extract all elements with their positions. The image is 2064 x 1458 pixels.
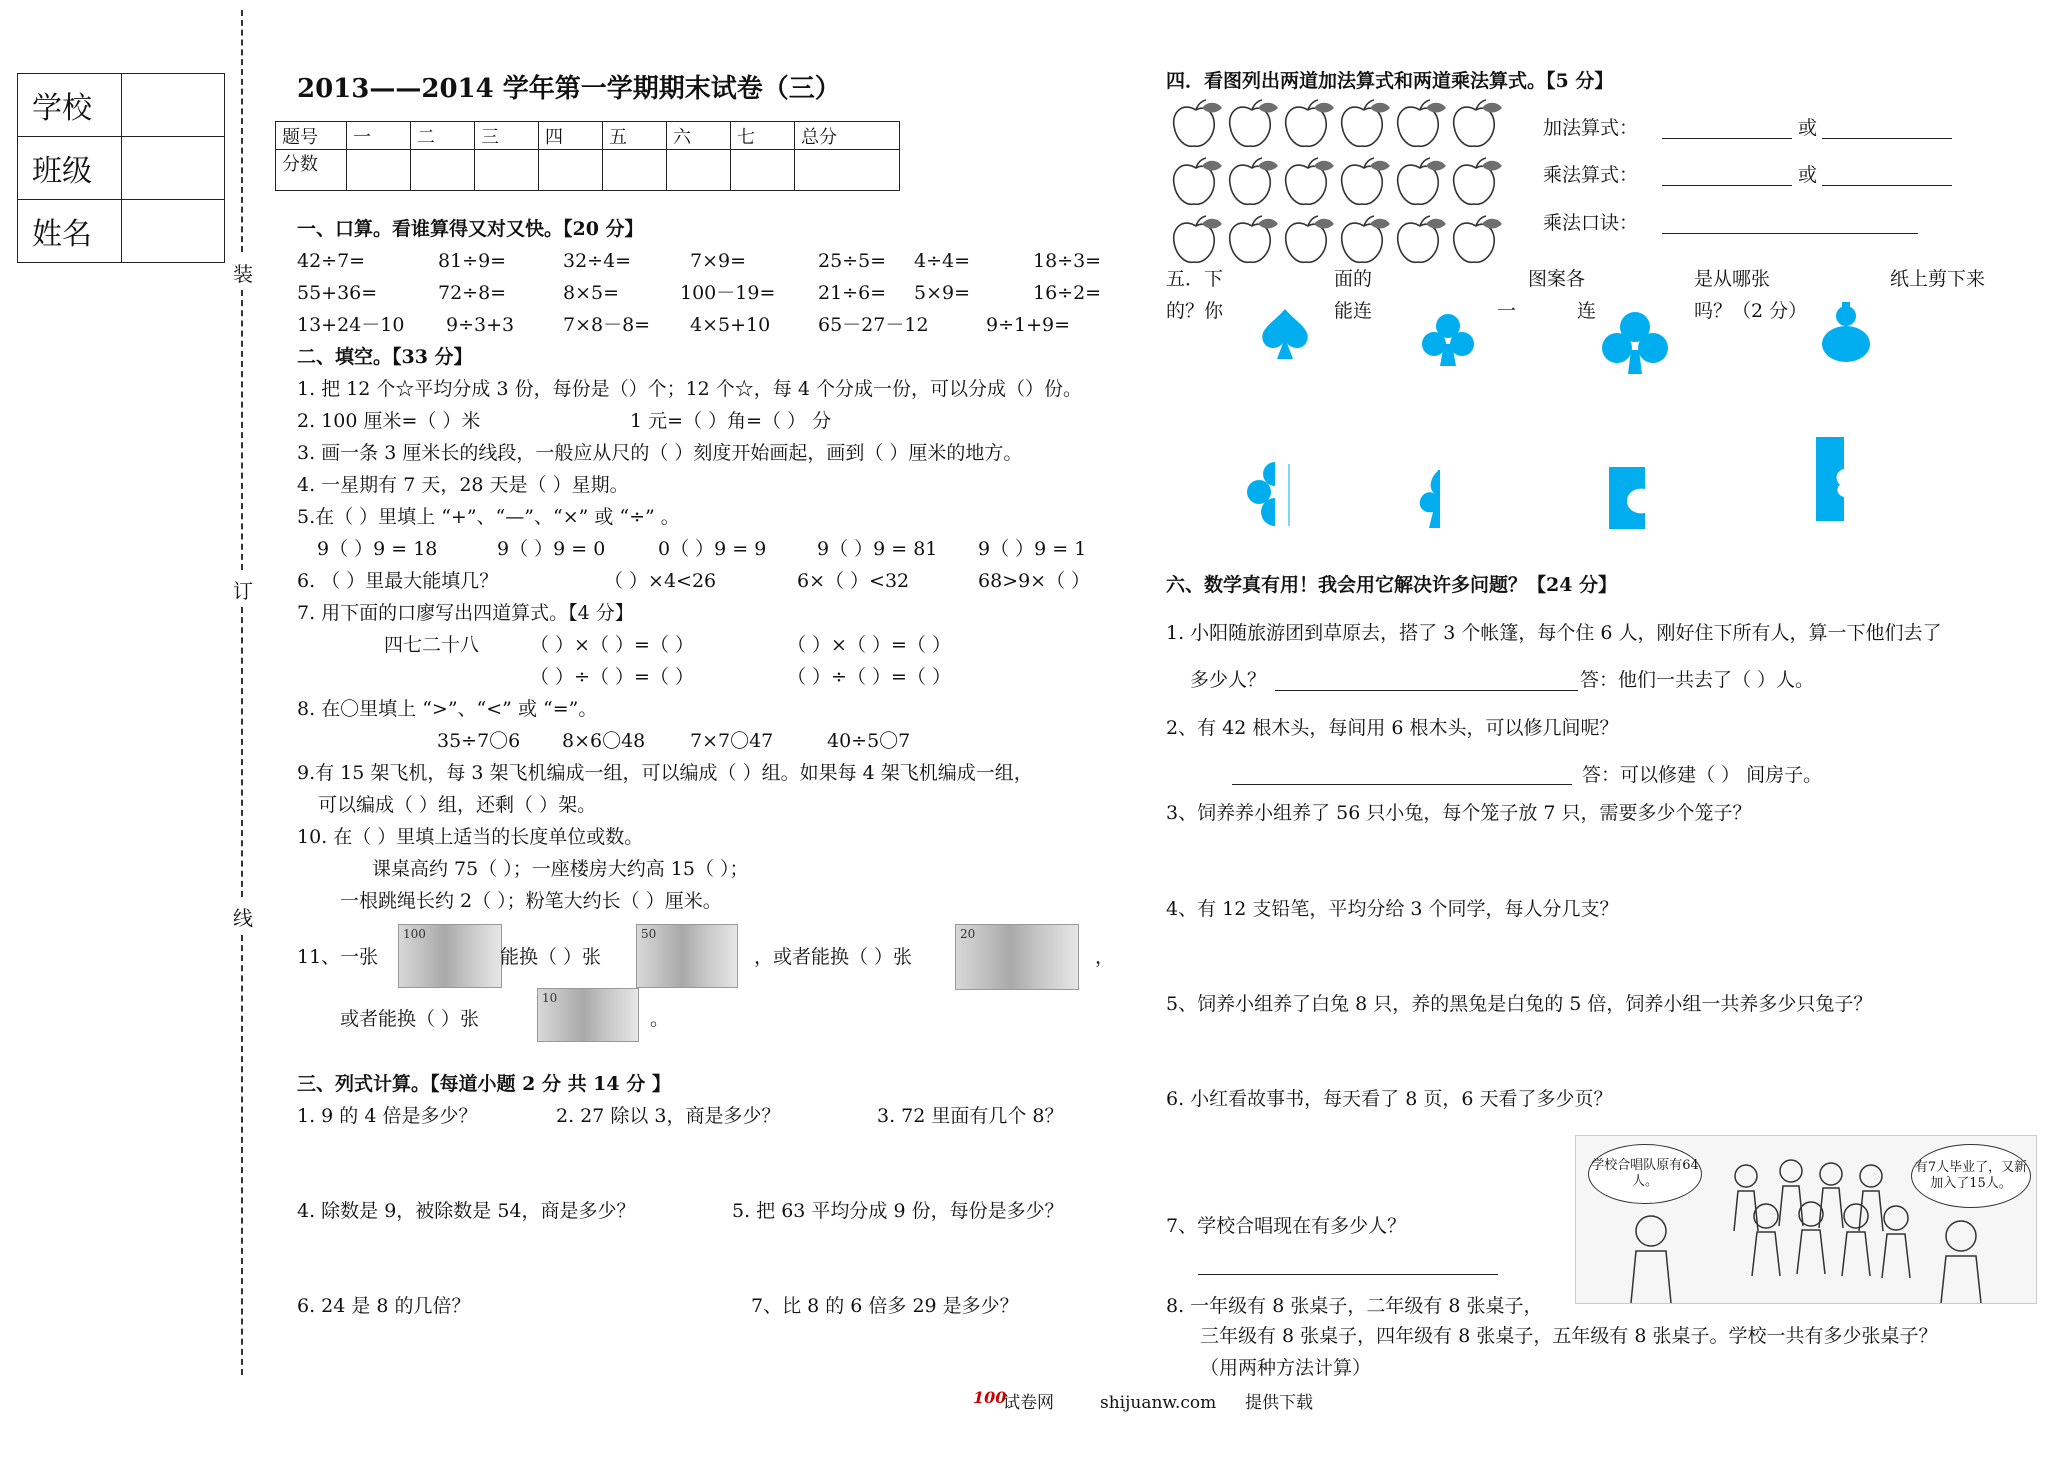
apple-icon xyxy=(1280,156,1336,217)
banknote-20-image xyxy=(955,924,1079,990)
apple-icon xyxy=(1168,98,1224,159)
word-q5: 5、饲养小组养了白兔 8 只，养的黑兔是白兔的 5 倍，饲养小组一共养多少只兔子？ xyxy=(1166,993,1873,1015)
fill-q10: 10. 在（ ）里填上适当的长度单位或数。 xyxy=(297,826,644,848)
speech-bubble-left: 学校合唱队原有64人。 xyxy=(1588,1144,1702,1204)
clover-pattern-icon xyxy=(1600,310,1670,375)
binding-line xyxy=(241,290,243,570)
apple-icon xyxy=(1336,98,1392,159)
fill-q11-a: 11、一张 xyxy=(297,946,379,968)
math-item: 81÷9= xyxy=(438,250,507,272)
s5-text: 图案各 xyxy=(1528,268,1586,290)
score-cell[interactable] xyxy=(667,150,731,191)
choir-children-drawing xyxy=(1576,1136,2036,1303)
apple-icon xyxy=(1280,214,1336,275)
math-item: 4×5+10 xyxy=(690,314,771,336)
score-header: 题号 xyxy=(276,122,347,150)
multiplication-blank-1[interactable] xyxy=(1662,185,1792,186)
footer-brand: 试卷网 xyxy=(1003,1393,1054,1413)
apple-icon xyxy=(1168,156,1224,217)
s5-text: 是从哪张 xyxy=(1694,268,1771,290)
compare-item: 40÷5〇7 xyxy=(827,730,911,752)
math-item: 25÷5= xyxy=(818,250,887,272)
word-q8c: （用两种方法计算） xyxy=(1200,1357,1372,1379)
fill-q10b: 一根跳绳长约 2（ ）；粉笔大约长（ ）厘米。 xyxy=(340,890,722,912)
fill-q8: 8. 在〇里填上 “>”、“<” 或 “=”。 xyxy=(297,698,598,720)
word-q7: 7、学校合唱现在有多少人？ xyxy=(1166,1215,1407,1237)
apple-icon xyxy=(1392,214,1448,275)
math-item: 13+24－10 xyxy=(297,314,405,336)
fill-q6: 6. （ ）里最大能填几？ xyxy=(297,570,499,592)
math-item: 100－19= xyxy=(680,282,776,304)
calc-q7: 7、比 8 的 6 倍多 29 是多少？ xyxy=(751,1295,1019,1317)
class-field[interactable] xyxy=(122,137,225,200)
apple-icon xyxy=(1224,214,1280,275)
section6-title: 六、数学真有用！我会用它解决许多问题？【24 分】 xyxy=(1166,574,1618,596)
apple-icon xyxy=(1168,214,1224,275)
math-item: 65－27－12 xyxy=(818,314,929,336)
s5-text: 纸上剪下来 xyxy=(1890,268,1986,290)
s5-text: 能连 xyxy=(1334,300,1373,322)
score-header: 三 xyxy=(475,122,539,150)
fill-q10a: 课桌高约 75（ ）；一座楼房大约高 15（ ）； xyxy=(372,858,749,880)
fill-q6-item: 68>9×（ ） xyxy=(978,570,1091,592)
fill-q4: 4. 一星期有 7 天，28 天是（ ）星期。 xyxy=(297,474,629,496)
fill-q11-c: ，或者能换（ ）张 xyxy=(754,946,913,968)
calc-q5: 5. 把 63 平均分成 9 份，每份是多少？ xyxy=(732,1200,1064,1222)
word-q8a: 8. 一年级有 8 张桌子，二年级有 8 张桌子， xyxy=(1166,1295,1543,1317)
compare-item: 7×7〇47 xyxy=(690,730,774,752)
banknote-10-image xyxy=(537,988,639,1042)
fill-q5-item: 9（ ）9 = 18 xyxy=(317,538,438,560)
math-item: 9÷1+9= xyxy=(986,314,1071,336)
score-header: 七 xyxy=(731,122,795,150)
calc-q3: 3. 72 里面有几个 8？ xyxy=(877,1105,1064,1127)
math-item: 16÷2= xyxy=(1033,282,1102,304)
rhyme-label: 乘法口诀： xyxy=(1543,212,1639,234)
addition-label: 加法算式： xyxy=(1543,117,1639,139)
word-q2: 2、有 42 根木头，每间用 6 根木头，可以修几间呢？ xyxy=(1166,717,1619,739)
apple-icon xyxy=(1448,214,1504,275)
fill-q7-blank: （ ）×（ ）=（ ） xyxy=(787,634,951,656)
section1-title: 一、口算。看谁算得又对又快。【20 分】 xyxy=(297,218,644,240)
fill-q7: 7. 用下面的口廖写出四道算式。【4 分】 xyxy=(297,602,634,624)
score-cell[interactable] xyxy=(411,150,475,191)
fill-q3: 3. 画一条 3 厘米长的线段，一般应从尺的（ ）刻度开始画起，画到（ ）厘米的地方。 xyxy=(297,442,1023,464)
score-cell[interactable] xyxy=(539,150,603,191)
score-header: 五 xyxy=(603,122,667,150)
answer-line-q1[interactable] xyxy=(1275,690,1578,691)
gourd-pattern-icon xyxy=(1818,300,1874,365)
word-q6: 6. 小红看故事书，每天看了 8 页，6 天看了多少页？ xyxy=(1166,1088,1613,1110)
cut-paper-shape-2-icon xyxy=(1415,468,1455,530)
compare-item: 35÷7〇6 xyxy=(437,730,521,752)
score-cell[interactable] xyxy=(347,150,411,191)
club-pattern-icon xyxy=(1418,310,1478,368)
binding-line xyxy=(241,935,243,1375)
s5-text: 面的 xyxy=(1334,268,1373,290)
footer-tail: 提供下载 xyxy=(1245,1393,1313,1413)
s5-text: 一 xyxy=(1497,300,1517,322)
s5-text: 连 xyxy=(1577,300,1597,322)
fill-q5-item: 9（ ）9 = 1 xyxy=(978,538,1087,560)
fill-q2a: 2. 100 厘米=（ ）米 xyxy=(297,410,481,432)
or-text: 或 xyxy=(1798,117,1818,139)
rhyme-blank[interactable] xyxy=(1662,233,1918,234)
fill-q9a: 9.有 15 架飞机，每 3 架飞机编成一组，可以编成（ ）组。如果每 4 架飞机编成一组， xyxy=(297,762,1033,784)
math-item: 8×5= xyxy=(563,282,620,304)
math-item: 9÷3+3 xyxy=(446,314,515,336)
fill-q5-item: 9（ ）9 = 0 xyxy=(497,538,606,560)
fill-q7-blank: （ ）÷（ ）=（ ） xyxy=(530,666,694,688)
calc-q1: 1. 9 的 4 倍是多少？ xyxy=(297,1105,478,1127)
answer-line-q7[interactable] xyxy=(1198,1274,1498,1275)
cut-paper-shape-4-icon xyxy=(1810,433,1852,525)
word-q2-answer: 答：可以修建（ ） 间房子。 xyxy=(1582,764,1823,786)
score-row-label: 分数 xyxy=(276,150,347,191)
apple-icon xyxy=(1336,214,1392,275)
math-item: 55+36= xyxy=(297,282,378,304)
choir-illustration xyxy=(1575,1135,2037,1304)
math-item: 7×9= xyxy=(690,250,747,272)
fill-q2b: 1 元=（ ）角=（ ） 分 xyxy=(630,410,832,432)
binding-line xyxy=(241,607,243,897)
calc-q4: 4. 除数是 9，被除数是 54，商是多少？ xyxy=(297,1200,636,1222)
score-header: 总分 xyxy=(795,122,900,150)
binding-char-ding: 订 xyxy=(233,579,253,603)
math-item: 4÷4= xyxy=(914,250,971,272)
exam-title: 2013——2014 学年第一学期期末试卷（三） xyxy=(297,74,841,104)
fill-q1: 1. 把 12 个☆平均分成 3 份，每份是（）个；12 个☆，每 4 个分成一份，可以分成（）份。 xyxy=(297,378,1082,400)
fill-q11-e: 或者能换（ ）张 xyxy=(340,1008,480,1030)
compare-item: 8×6〇48 xyxy=(562,730,646,752)
score-header: 二 xyxy=(411,122,475,150)
calc-q6: 6. 24 是 8 的几倍？ xyxy=(297,1295,471,1317)
math-item: 7×8－8= xyxy=(563,314,651,336)
apple-icon xyxy=(1392,156,1448,217)
fill-q5-item: 9（ ）9 = 81 xyxy=(817,538,938,560)
score-cell[interactable] xyxy=(603,150,667,191)
score-cell[interactable] xyxy=(795,150,900,191)
name-field[interactable] xyxy=(122,200,225,263)
apple-icon xyxy=(1392,98,1448,159)
school-field[interactable] xyxy=(122,74,225,137)
word-q1b: 多少人？ xyxy=(1190,669,1267,691)
math-item: 72÷8= xyxy=(438,282,507,304)
or-text: 或 xyxy=(1798,164,1818,186)
score-header: 六 xyxy=(667,122,731,150)
binding-char-zhuang: 装 xyxy=(233,262,253,286)
word-q3: 3、饲养养小组养了 56 只小兔，每个笼子放 7 只，需要多少个笼子？ xyxy=(1166,802,1752,824)
score-cell[interactable] xyxy=(475,150,539,191)
section3-title: 三、列式计算。【每道小题 2 分 共 14 分 】 xyxy=(297,1073,671,1095)
math-item: 42÷7= xyxy=(297,250,366,272)
binding-char-xian: 线 xyxy=(233,906,253,930)
math-item: 18÷3= xyxy=(1033,250,1102,272)
name-label: 姓名 xyxy=(18,200,122,263)
math-item: 32÷4= xyxy=(563,250,632,272)
banknote-50-image xyxy=(636,924,738,988)
rhyme-word: 四七二十八 xyxy=(384,634,480,656)
apple-icon xyxy=(1336,156,1392,217)
score-header: 四 xyxy=(539,122,603,150)
banknote-value: 50 xyxy=(641,927,657,941)
score-table xyxy=(275,121,900,191)
apple-icon xyxy=(1224,98,1280,159)
addition-blank-2[interactable] xyxy=(1822,138,1952,139)
math-item: 5×9= xyxy=(914,282,971,304)
word-q8b: 三年级有 8 张桌子，四年级有 8 张桌子，五年级有 8 张桌子。学校一共有多少张桌子？ xyxy=(1200,1325,1938,1347)
apple-icon xyxy=(1280,98,1336,159)
footer-logo-number: 100 xyxy=(973,1388,1007,1407)
fill-q6-item: （ ）×4<26 xyxy=(604,570,717,592)
score-cell[interactable] xyxy=(731,150,795,191)
s5-text: 吗？（2 分） xyxy=(1694,300,1808,322)
word-q1a: 1. 小阳随旅游团到草原去，搭了 3 个帐篷，每个住 6 人，刚好住下所有人，算一下他们去了 xyxy=(1166,622,1942,644)
multiplication-blank-2[interactable] xyxy=(1822,185,1952,186)
calc-q2: 2. 27 除以 3，商是多少？ xyxy=(556,1105,781,1127)
multiplication-label: 乘法算式： xyxy=(1543,164,1639,186)
s5-text: 五．下 xyxy=(1166,268,1224,290)
student-info-box xyxy=(17,73,225,263)
fill-q7-blank: （ ）÷（ ）=（ ） xyxy=(787,666,951,688)
fill-q9b: 可以编成（ ）组，还剩（ ）架。 xyxy=(318,794,597,816)
fill-q11-f: 。 xyxy=(650,1008,670,1030)
class-label: 班级 xyxy=(18,137,122,200)
banknote-value: 10 xyxy=(542,991,558,1005)
banknote-value: 100 xyxy=(403,927,426,941)
school-label: 学校 xyxy=(18,74,122,137)
cut-paper-shape-3-icon xyxy=(1605,463,1657,533)
footer-site[interactable]: shijuanw.com xyxy=(1100,1393,1217,1413)
addition-blank-1[interactable] xyxy=(1662,138,1792,139)
speech-bubble-right: 有7人毕业了，又新加入了15人。 xyxy=(1911,1144,2031,1208)
binding-line xyxy=(241,10,243,252)
fill-q5-item: 0（ ）9 = 9 xyxy=(658,538,767,560)
section4-title: 四．看图列出两道加法算式和两道乘法算式。【5 分】 xyxy=(1166,70,1614,92)
spade-pattern-icon xyxy=(1255,305,1315,360)
fill-q5: 5.在（ ）里填上 “+”、“—”、“×” 或 “÷” 。 xyxy=(297,506,680,528)
s5-text: 的？你 xyxy=(1166,300,1224,322)
word-q1-answer: 答：他们一共去了（ ）人。 xyxy=(1580,669,1815,691)
answer-line-q2[interactable] xyxy=(1232,784,1572,785)
apple-icon xyxy=(1448,98,1504,159)
fill-q7-blank: （ ）×（ ）=（ ） xyxy=(530,634,694,656)
fill-q11-d: ， xyxy=(1095,946,1115,968)
apple-icon xyxy=(1224,156,1280,217)
fill-q11-b: 能换（ ）张 xyxy=(500,946,602,968)
banknote-100-image xyxy=(398,924,502,988)
math-item: 21÷6= xyxy=(818,282,887,304)
section2-title: 二、填空。【33 分】 xyxy=(297,346,473,368)
apple-icon xyxy=(1448,156,1504,217)
banknote-value: 20 xyxy=(960,927,976,941)
fill-q6-item: 6×（ ）<32 xyxy=(797,570,910,592)
word-q4: 4、有 12 支铅笔，平均分给 3 个同学，每人分几支？ xyxy=(1166,898,1619,920)
cut-paper-shape-1-icon xyxy=(1245,460,1305,530)
score-header: 一 xyxy=(347,122,411,150)
